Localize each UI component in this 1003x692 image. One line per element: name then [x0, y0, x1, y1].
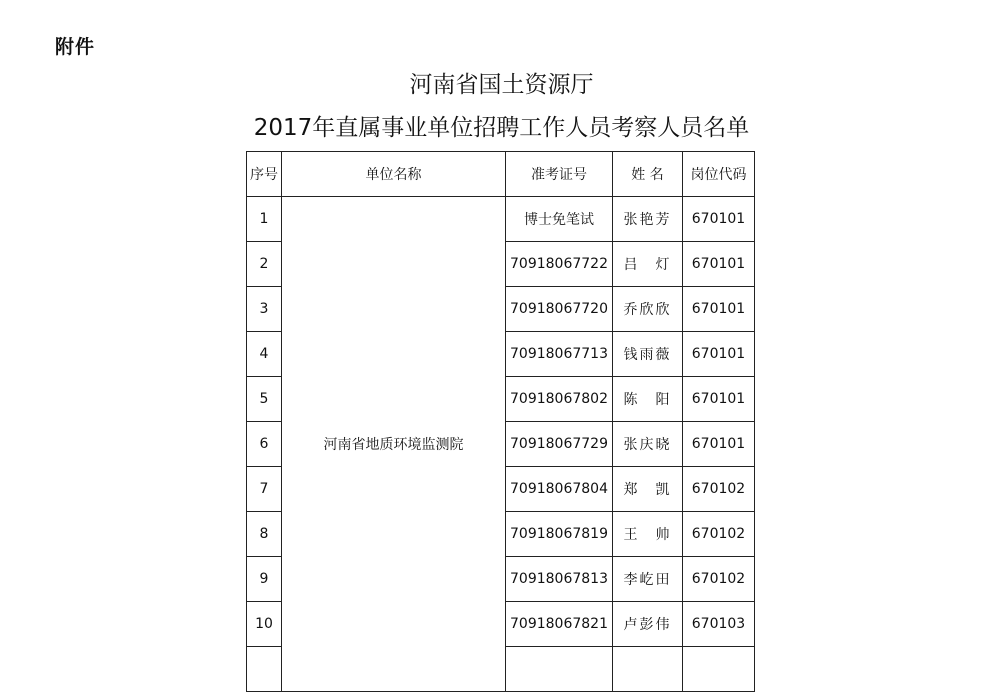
- cell-exam-no: 70918067821: [506, 602, 613, 647]
- cell-post-code: 670102: [683, 512, 755, 557]
- cell-post-code: 670101: [683, 197, 755, 242]
- cell-post-code: [683, 647, 755, 692]
- cell-no: 1: [247, 197, 282, 242]
- cell-post-code: 670103: [683, 602, 755, 647]
- header-no: 序号: [247, 152, 282, 197]
- cell-name: 吕 灯: [613, 242, 683, 287]
- header-unit: 单位名称: [282, 152, 506, 197]
- cell-no: 2: [247, 242, 282, 287]
- cell-exam-no: 70918067720: [506, 287, 613, 332]
- header-exam-no: 准考证号: [506, 152, 613, 197]
- cell-exam-no: 70918067802: [506, 377, 613, 422]
- cell-exam-no: 70918067813: [506, 557, 613, 602]
- header-name: 姓 名: [613, 152, 683, 197]
- candidate-table: [246, 151, 755, 692]
- attachment-label: 附件: [55, 36, 96, 58]
- cell-name: 张艳芳: [613, 197, 683, 242]
- cell-no: 8: [247, 512, 282, 557]
- cell-name: 卢彭伟: [613, 602, 683, 647]
- cell-post-code: 670101: [683, 332, 755, 377]
- cell-name: 张庆晓: [613, 422, 683, 467]
- cell-exam-no: 博士免笔试: [506, 197, 613, 242]
- cell-unit-name: 河南省地质环境监测院: [282, 197, 506, 692]
- page-title: 河南省国土资源厅: [409, 72, 594, 98]
- cell-name: 乔欣欣: [613, 287, 683, 332]
- cell-post-code: 670101: [683, 422, 755, 467]
- cell-name: [613, 647, 683, 692]
- cell-name: 钱雨薇: [613, 332, 683, 377]
- cell-no: 5: [247, 377, 282, 422]
- cell-no: 10: [247, 602, 282, 647]
- cell-name: 王 帅: [613, 512, 683, 557]
- cell-no: [247, 647, 282, 692]
- table-header-row: [247, 152, 755, 197]
- cell-exam-no: 70918067722: [506, 242, 613, 287]
- cell-no: 6: [247, 422, 282, 467]
- cell-exam-no: 70918067729: [506, 422, 613, 467]
- cell-post-code: 670101: [683, 287, 755, 332]
- cell-name: 李屹田: [613, 557, 683, 602]
- cell-no: 4: [247, 332, 282, 377]
- cell-exam-no: [506, 647, 613, 692]
- cell-post-code: 670102: [683, 557, 755, 602]
- cell-name: 陈 阳: [613, 377, 683, 422]
- page-subtitle: 2017年直属事业单位招聘工作人员考察人员名单: [253, 115, 750, 141]
- cell-exam-no: 70918067804: [506, 467, 613, 512]
- cell-no: 3: [247, 287, 282, 332]
- header-post-code: 岗位代码: [683, 152, 755, 197]
- cell-post-code: 670102: [683, 467, 755, 512]
- cell-name: 郑 凯: [613, 467, 683, 512]
- cell-no: 9: [247, 557, 282, 602]
- table-row: [247, 197, 755, 242]
- cell-exam-no: 70918067819: [506, 512, 613, 557]
- cell-no: 7: [247, 467, 282, 512]
- cell-exam-no: 70918067713: [506, 332, 613, 377]
- cell-post-code: 670101: [683, 377, 755, 422]
- cell-post-code: 670101: [683, 242, 755, 287]
